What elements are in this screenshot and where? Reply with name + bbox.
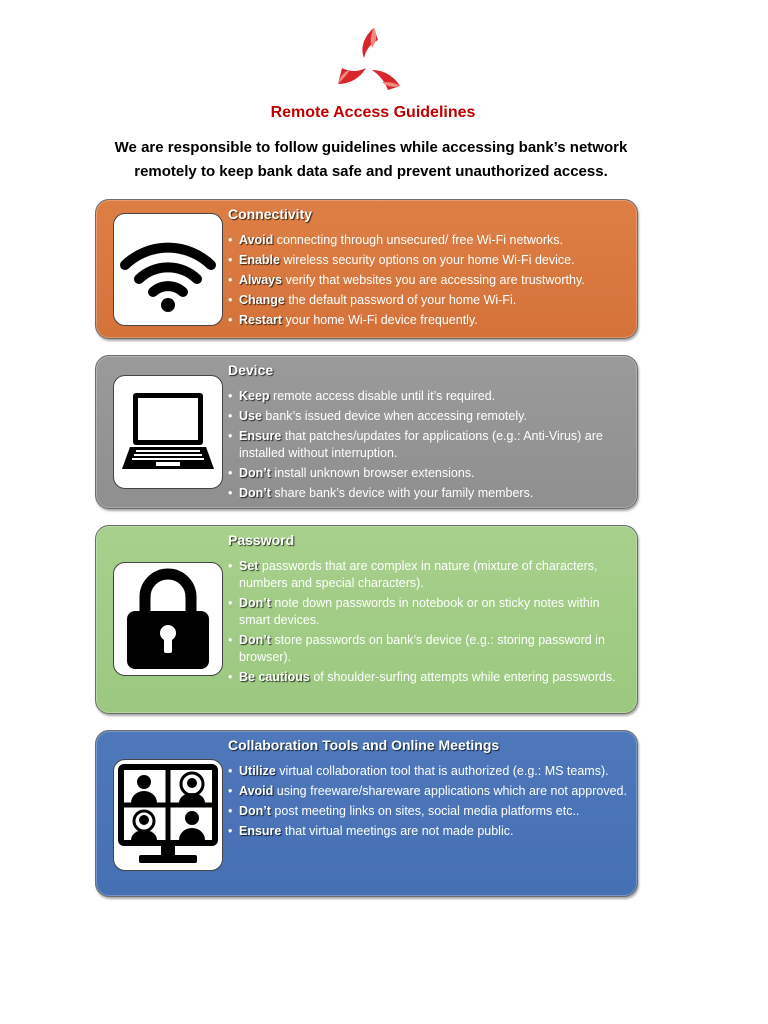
list-item: • Be cautious of shoulder-surfing attempts while entering passwords. xyxy=(228,669,627,686)
collaboration-icon-box xyxy=(113,759,223,871)
connectivity-list xyxy=(228,232,627,332)
list-item: • Change the default password of your home Wi-Fi. xyxy=(228,292,627,309)
video-conference-icon xyxy=(117,763,219,867)
list-item: • Restart your home Wi-Fi device frequently. xyxy=(228,312,627,329)
list-item: • Ensure that virtual meetings are not made public. xyxy=(228,823,627,840)
list-item: • Utilize virtual collaboration tool that is authorized (e.g.: MS teams). xyxy=(228,763,627,780)
collaboration-title: Collaboration Tools and Online Meetings xyxy=(228,737,500,753)
list-item: • Ensure that patches/updates for applications (e.g.: Anti-Virus) are installed without interruption. xyxy=(228,428,627,462)
intro-statement: We are responsible to follow guidelines while accessing bank’s network remotely to keep bank data safe and prevent unauthorized access. xyxy=(114,139,628,180)
list-item: • Avoid connecting through unsecured/ free Wi-Fi networks. xyxy=(228,232,627,249)
list-item: • Always verify that websites you are accessing are trustworthy. xyxy=(228,272,627,289)
device-title: Device xyxy=(228,362,274,378)
list-item: • Keep remote access disable until it’s required. xyxy=(228,388,627,405)
connectivity-card xyxy=(95,199,638,339)
device-list xyxy=(228,388,627,505)
padlock-icon xyxy=(123,567,213,671)
password-title: Password xyxy=(228,532,295,548)
connectivity-icon-box xyxy=(113,213,223,326)
list-item: • Don’t post meeting links on sites, social media platforms etc.. xyxy=(228,803,627,820)
laptop-icon xyxy=(120,387,216,477)
connectivity-title: Connectivity xyxy=(228,206,313,222)
device-card xyxy=(95,355,638,509)
company-logo xyxy=(334,26,404,92)
password-card xyxy=(95,525,638,714)
collaboration-card xyxy=(95,730,638,897)
list-item: • Set passwords that are complex in nature (mixture of characters, numbers and special characters). xyxy=(228,558,627,592)
list-item: • Don’t share bank’s device with your family members. xyxy=(228,485,627,502)
page-title: Remote Access Guidelines xyxy=(270,104,476,121)
list-item: • Avoid using freeware/shareware applications which are not approved. xyxy=(228,783,627,800)
collaboration-list xyxy=(228,763,627,843)
list-item: • Don’t install unknown browser extensions. xyxy=(228,465,627,482)
password-list xyxy=(228,558,627,689)
list-item: • Enable wireless security options on your home Wi-Fi device. xyxy=(228,252,627,269)
wifi-icon xyxy=(117,225,219,315)
password-icon-box xyxy=(113,562,223,676)
list-item: • Don’t note down passwords in notebook or on sticky notes within smart devices. xyxy=(228,595,627,629)
list-item: • Use bank’s issued device when accessing remotely. xyxy=(228,408,627,425)
list-item: • Don’t store passwords on bank’s device (e.g.: storing password in browser). xyxy=(228,632,627,666)
device-icon-box xyxy=(113,375,223,489)
